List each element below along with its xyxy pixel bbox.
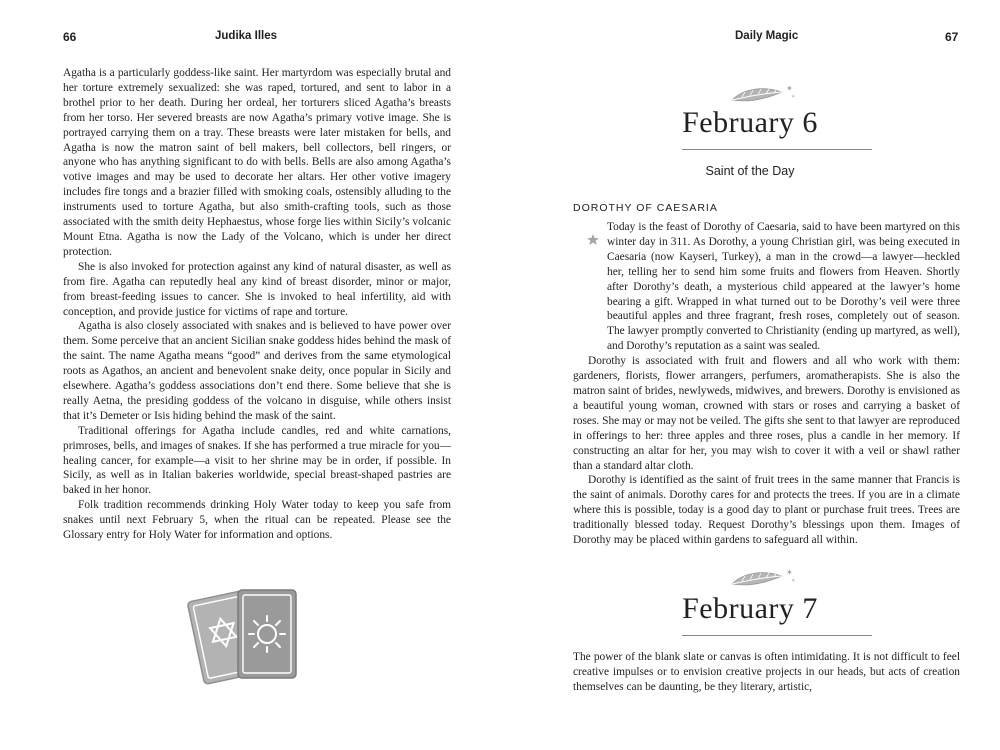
saint-of-the-day-heading: Saint of the Day [705,164,795,178]
paragraph: The power of the blank slate or canvas is often intimidating. It is not difficult to feel creative impulses or to envision creative projects in our heads, but acts of creation themselves can be daunting, be they literary, artistic, [573,651,960,693]
paragraph: Traditional offerings for Agatha include candles, red and white carnations, primroses, bells, and images of snakes. If she has performed a true miracle for you—healing cancer, for example—a visit to her shrine may be in order, if possible. In Sicily, as well as in Italian bakeries worldwide, special breast-shaped pastries are baked in her honor. [63,424,451,497]
feather-icon [728,566,798,594]
paragraph-intro: Today is the feast of Dorothy of Caesaria, said to have been martyred on this winter day in 311. As Dorothy, a young Christian girl, was being executed in Caesaria (now Kayseri, Turkey), a man in the crowd—a lawyer—heckled her, telling her to send him some fruits and flowers from Heaven. Shortly after Dorothy’s death, a mysterious child appeared at the lawyer’s home bearing a gift. Wrapped in what turned out to be Dorothy’s veil were three beautiful apples and three fragrant, fresh roses, completely out of season. The lawyer promptly converted to Christianity (ending up martyred, as well), and Dorothy’s reputation as a saint was sealed. [607,221,960,353]
right-page-number: 67 [945,30,959,44]
paragraph: Dorothy is associated with fruit and flowers and all who work with them: gardeners, florists, flower arrangers, perfumers, aromatherapists. She is also the matron saint of brides, newlyweds, midwives, and brewers. Dorothy is envisioned as a beautiful young woman, crowned with stars or roses and carrying a basket of roses. She may or may not be veiled. The gifts she sent to that lawyer are reproduced in offerings to her: three apples and three roses, plus a candle in her memory. If constructing an altar for her, you may wish to cover it with a veil or shawl rather than a standard altar cloth. [573,355,960,472]
paragraph: Agatha is also closely associated with snakes and is believed to have power over them. Some perceive that an ancient Sicilian snake goddess hides behind the mask of the saint. The name Agatha means “good” and derives from the same etymological roots as Agathos, an ancient and benevolent snake deity, once popular in Sicily and elsewhere. Agatha’s goddess associations don’t end there. Some believe that she is really Aetna, the presiding goddess of the volcano in disguise, while others insist that it’s Demeter or Isis hiding behind the mask of the saint. [63,320,451,422]
left-body-text [63,66,451,543]
left-running-head: Judika Illes [215,30,278,42]
svg-text:✶: ✶ [786,568,793,577]
paragraph: Dorothy is identified as the saint of fruit trees in the same manner that Francis is the saint of animals. Dorothy cares for and protects the trees. If you are in a climate where this is possible, today is a good day to plant or purchase fruit trees. Trees are traditionally blessed today. Request Dorothy’s blessings upon them. Images of Dorothy may be placed within gardens to safeguard all within. [573,474,960,547]
date-title-feb-6: February 6 [682,106,818,139]
right-running-head: Daily Magic [735,30,799,42]
right-page [500,0,1000,750]
svg-text:✶: ✶ [791,578,796,584]
svg-text:✶: ✶ [791,94,796,100]
section-heading: DOROTHY OF CAESARIA [573,202,718,214]
dorothy-body-text [573,220,960,548]
left-page-number: 66 [63,30,77,44]
feb7-body-text [573,650,960,695]
paragraph: Agatha is a particularly goddess-like saint. Her martyrdom was especially brutal and her torture extremely sexualized: she was raped, tortured, and sent to labor in a brothel prior to her death. During her ordeal, her torturers sliced Agatha’s breasts from her torso. Her severed breasts are now Agatha’s primary votive image. She is portrayed carrying them on a tray. These breasts were later mistaken for bells, and Agatha is now the matron saint of bell makers, bell collectors, bell ringers, or anyone who has anything significant to do with bells. Bells are also among Agatha’s votive images and may be used to decorate her altars. Her other votive imagery includes fire tongs and a brazier filled with smoking coals, ostensibly alluding to the instruments used to torture Agatha, but also smith-crafting tools, such as those associated with the smith deity Hephaestus, whose forge lies within Sicily’s volcanic Mount Etna. Agatha is now the Lady of the Volcano, which is under her direct protection. [63,67,451,258]
paragraph: Folk tradition recommends drinking Holy Water today to keep you safe from snakes until next February 5, when the ritual can be repeated. Please see the Glossary entry for Holy Water for information and options. [63,499,451,542]
paragraph: She is also invoked for protection against any kind of natural disaster, as well as from fire. Agatha can reputedly heal any kind of breast disorder, minor or major, from breast-feeding issues to cancer. She is invoked to heal infertility, aid with conception, and provide justice for victims of rape and torture. [63,260,451,318]
title-rule [682,149,872,150]
title-rule [682,635,872,636]
svg-text:✶: ✶ [786,84,793,93]
date-title-feb-7: February 7 [682,592,818,625]
tarot-cards-icon [186,582,306,692]
